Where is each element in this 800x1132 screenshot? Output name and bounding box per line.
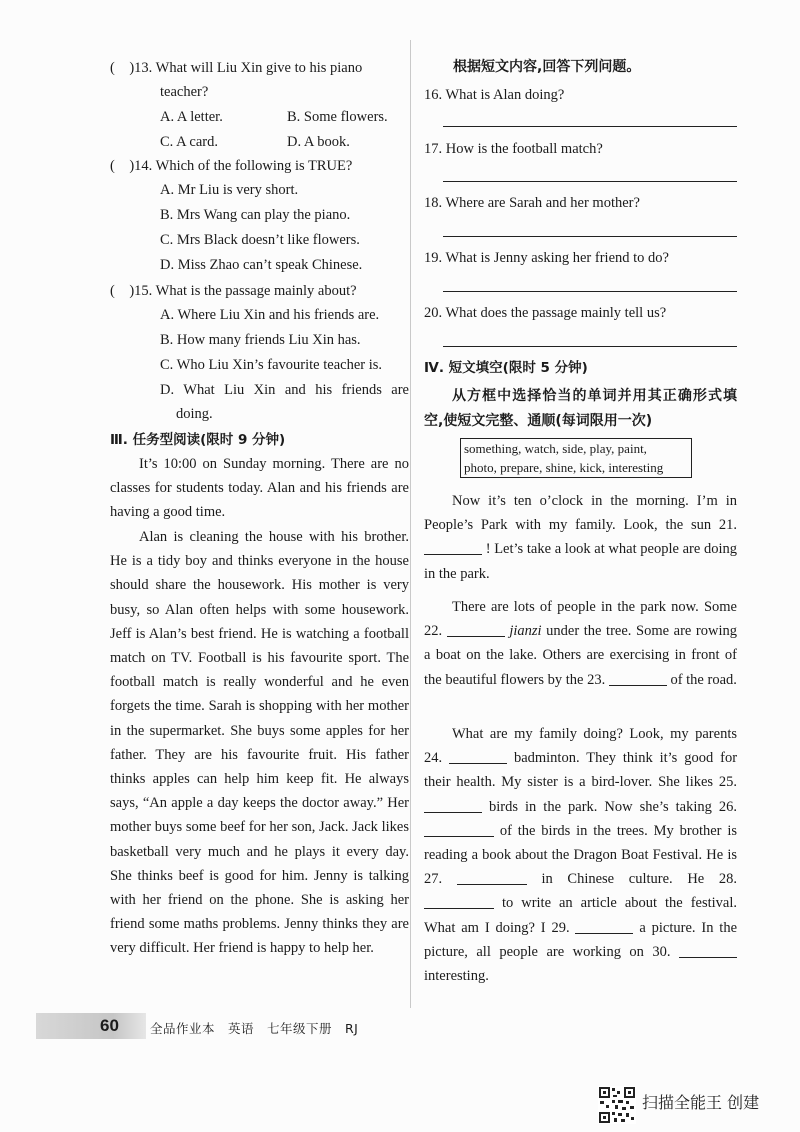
q15-option-b: B. How many friends Liu Xin has.	[160, 332, 361, 348]
word-bank-box	[460, 438, 692, 478]
passage-paragraph-2: Alan is cleaning the house with his brother. He is a tidy boy and thinks everyone in the house should share the housework. His mother is very busy, so Alan often helps with some housework. Jeff is Alan’s best friend. He is watching a football match on TV. Football is his favourite sport. The football match is really wonderful and he even forgets the time. Sarah is shopping with her mother in the supermarket. She buys some apples for her father. They are his favourite fruit. His father thinks apples can help him keep fit. He always says, “An apple a day keeps the doctor away.” Her mother buys some beef for her son, Jack. Jack likes basketball very much and he plays it every day. She thinks beef is good for him. Jenny is talking with her friend on the phone. She is asking her friend some maths problems. Jenny thinks they are very difficult. Her friend is happy to help her.	[110, 529, 409, 957]
blank-25[interactable]	[424, 798, 482, 813]
q13-option-d: D. A book.	[287, 134, 350, 150]
question-14-stem: ( )14. Which of the following is TRUE?	[110, 158, 353, 174]
blank-24[interactable]	[449, 749, 507, 764]
cloze-text: Now it’s ten o’clock in the morning. I’m in People’s Park with my family. Look, the sun	[424, 493, 737, 534]
left-column	[0, 0, 410, 1010]
answer-line-19[interactable]	[443, 291, 737, 292]
q15-option-c: C. Who Liu Xin’s favourite teacher is.	[160, 357, 383, 373]
cloze-text: interesting.	[424, 968, 489, 985]
q15-option-a: A. Where Liu Xin and his friends are.	[160, 307, 380, 323]
answer-line-20[interactable]	[443, 346, 737, 347]
italic-word: jianzi	[509, 623, 542, 640]
blank-number-26: 26.	[718, 798, 738, 815]
passage-paragraph-1: It’s 10:00 on Sunday morning. There are no classes for students today. Alan and his friends are having a good time.	[110, 456, 409, 521]
section-3-title: Ⅲ. 任务型阅读(限时 9 分钟)	[110, 432, 286, 448]
blank-27[interactable]	[457, 870, 527, 885]
blank-21[interactable]	[424, 540, 482, 555]
blank-number-30: 30.	[652, 943, 671, 960]
question-13-stem: ( )13. What will Liu Xin give to his piano	[110, 60, 363, 76]
cloze-text: There are lots of people in the park now. Some	[452, 599, 737, 615]
cloze-paragraph-2	[424, 595, 737, 692]
q14-option-c: C. Mrs Black doesn’t like flowers.	[160, 232, 360, 248]
question-19: 19. What is Jenny asking her friend to do?	[424, 250, 669, 266]
blank-number-25: 25.	[718, 774, 737, 791]
cloze-text: of the road.	[670, 671, 737, 688]
q14-option-a: A. Mr Liu is very short.	[160, 182, 299, 198]
blank-number-24: 24.	[424, 750, 443, 767]
answer-line-16[interactable]	[443, 126, 737, 127]
question-16: 16. What is Alan doing?	[424, 87, 565, 103]
question-17: 17. How is the football match?	[424, 141, 603, 157]
book-info: 全品作业本 英语 七年级下册 RJ	[150, 1021, 359, 1036]
word-bank-line-2: photo, prepare, shine, kick, interesting	[464, 460, 664, 475]
blank-26[interactable]	[424, 822, 494, 837]
q13-option-c: C. A card.	[160, 134, 218, 150]
cloze-text: ! Let’s take a look at what people are doing in the park.	[424, 541, 738, 582]
question-13-stem-cont: teacher?	[160, 84, 209, 100]
cloze-text: in Chinese culture. He	[541, 871, 705, 888]
q13-option-b: B. Some flowers.	[287, 109, 388, 125]
question-15-stem: ( )15. What is the passage mainly about?	[110, 283, 357, 299]
blank-number-21: 21.	[718, 517, 737, 534]
blank-30[interactable]	[679, 943, 737, 958]
answer-line-17[interactable]	[443, 181, 737, 182]
answer-line-18[interactable]	[443, 236, 737, 237]
qr-code-icon	[598, 1086, 636, 1124]
footer-page-bar	[36, 1013, 146, 1039]
cloze-text: a picture. In the picture, all people are working on	[424, 919, 738, 960]
cloze-text: of the birds in the trees. My brother is reading a book about the Dragon Boat Festival. He is	[424, 822, 738, 864]
section-4-title: Ⅳ. 短文填空(限时 5 分钟)	[424, 360, 588, 376]
question-20: 20. What does the passage mainly tell us?	[424, 305, 667, 321]
q14-option-b: B. Mrs Wang can play the piano.	[160, 207, 351, 223]
q13-option-a: A. A letter.	[160, 109, 223, 125]
blank-number-23: 23.	[587, 671, 606, 688]
page-number: 60	[100, 1016, 119, 1035]
blank-number-27: 27.	[424, 871, 443, 888]
blank-22[interactable]	[447, 622, 505, 637]
q15-option-d: D. What Liu Xin and his friends are	[160, 382, 409, 398]
q14-option-d: D. Miss Zhao can’t speak Chinese.	[160, 257, 363, 273]
blank-number-28: 28.	[718, 871, 738, 888]
blank-number-22: 22.	[424, 623, 443, 640]
blank-28[interactable]	[424, 894, 494, 909]
word-bank-line-1: something, watch, side, play, paint,	[464, 441, 647, 456]
cloze-text: under the tree. Some are rowing a boat on the lake. Others are exercising in front of the beautiful flowers by the	[424, 623, 737, 688]
section-4-instruction: 从方框中选择恰当的单词并用其正确形式填空,使短文完整、通顺(每词限用一次)	[424, 388, 737, 429]
cloze-paragraph-3	[424, 722, 737, 988]
scanner-watermark: 扫描全能王 创建	[642, 1093, 760, 1112]
cloze-text: badminton. They think it’s good for their health. My sister is a bird-lover. She likes	[424, 750, 738, 791]
cloze-text: to write an article about the festival. What am I doing? I	[424, 895, 737, 936]
question-18: 18. Where are Sarah and her mother?	[424, 195, 640, 211]
cloze-text: What are my family doing? Look, my parents	[452, 726, 737, 742]
blank-number-29: 29.	[551, 919, 570, 936]
cloze-text: birds in the park. Now she’s taking	[489, 798, 712, 815]
cloze-paragraph-1	[424, 489, 737, 586]
blank-29[interactable]	[575, 919, 633, 934]
q15-option-d-cont: doing.	[176, 406, 213, 422]
answer-instruction: 根据短文内容,回答下列问题。	[453, 59, 641, 75]
blank-23[interactable]	[609, 671, 667, 686]
